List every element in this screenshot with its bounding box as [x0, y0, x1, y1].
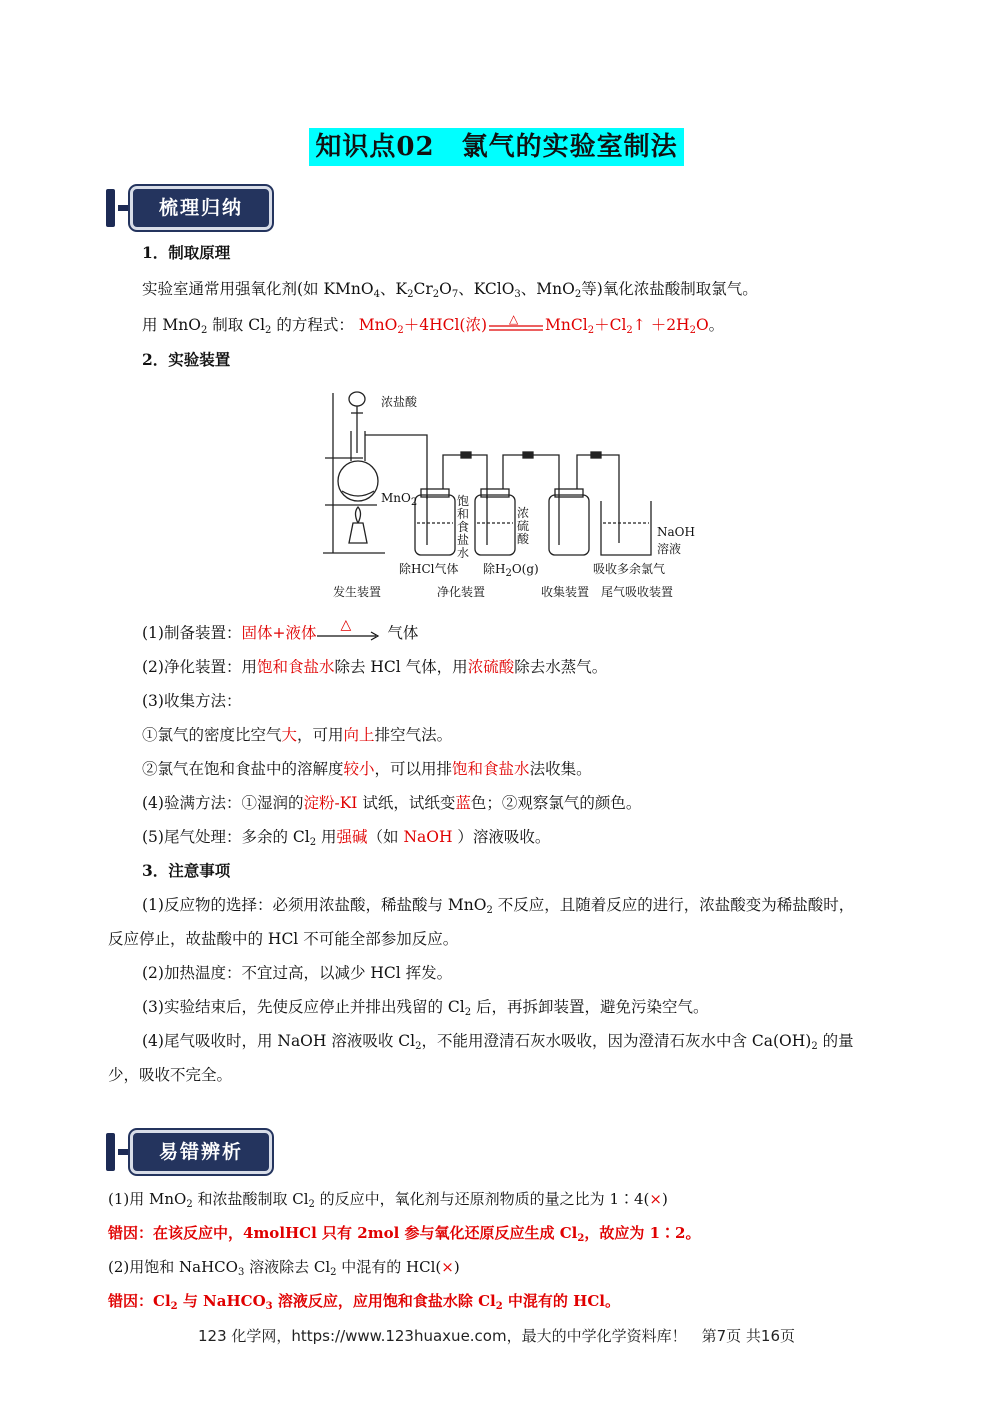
heading-notes: 3．注意事项	[142, 861, 231, 880]
section-title-summary: 梳理归纳	[130, 186, 272, 230]
mistake-2-reason: 错因：$Cl_2$ 与 NaHCO$_3$ 溶液反应，应用饱和食盐水除 $Cl_2$ 中混有的 HCl。	[108, 1292, 620, 1312]
heating-arrow: △	[316, 626, 382, 642]
label-remove-water: 除$H_2O(g)$	[483, 562, 539, 579]
section-header-mistakes	[106, 1130, 266, 1174]
label-naoh: NaOH	[657, 525, 695, 539]
label-concentrated-hcl: 浓盐酸	[381, 395, 418, 409]
caption-generation: 发生装置	[333, 585, 382, 599]
header-bar-decoration	[106, 1133, 115, 1171]
label-saturated-brine: 饱和食盐水	[457, 494, 470, 560]
note-3: (3)实验结束后，先使反应停止并排出残留的 $Cl_2$ 后，再拆卸装置，避免污染空气。	[142, 998, 709, 1018]
caption-purification: 净化装置	[437, 585, 486, 599]
reaction-equation: MnO$_2$＋4HCl(浓) △ $MnCl_2+Cl_2↑ +2H_2O$	[358, 312, 709, 336]
header-bar-decoration	[106, 189, 115, 227]
label-remove-hcl: 除HCl气体	[399, 562, 459, 576]
caption-collection: 收集装置	[541, 585, 590, 599]
item-collection-b: ②氯气在饱和食盐中的溶解度较小，可以用排饱和食盐水法收集。	[142, 760, 592, 778]
mistake-1-reason: 错因：在该反应中，4molHCl 只有 2mol 参与氧化还原反应生成 $Cl_2$，故应为 1∶2。	[108, 1224, 701, 1244]
label-absorb-chlorine: 吸收多余氯气	[593, 562, 666, 576]
note-2: (2)加热温度：不宜过高，以减少 HCl 挥发。	[142, 964, 453, 982]
caption-exhaust: 尾气吸收装置	[601, 585, 674, 599]
mistake-2: (2)用饱和 NaHCO$_3$ 溶液除去 $Cl_2$ 中混有的 HCl(×)	[108, 1258, 460, 1278]
title-wrap	[0, 128, 993, 166]
item-exhaust: (5)尾气处理：多余的 $Cl_2$ 用强碱（如 NaOH ）溶液吸收。	[142, 828, 551, 848]
label-mno2: MnO$_2$	[381, 491, 418, 508]
note-4: (4)尾气吸收时，用 NaOH 溶液吸收 $Cl_2$，不能用澄清石灰水吸收，因为澄清石灰水中含 $Ca(OH)_2$ 的量少，吸收不完全。	[108, 1032, 854, 1084]
label-solution: 溶液	[657, 542, 682, 556]
page-footer: 123 化学网，https://www.123huaxue.com，最大的中学化学资料库！ 第7页 共16页	[197, 1327, 795, 1345]
header-connector-decoration	[118, 205, 130, 211]
heading-apparatus: 2．实验装置	[142, 350, 231, 369]
section-header-summary	[106, 186, 266, 230]
apparatus-figure	[315, 383, 705, 603]
item-purification: (2)净化装置：用饱和食盐水除去 HCl 气体，用浓硫酸除去水蒸气。	[142, 658, 608, 676]
heading-principle: 1．制取原理	[142, 243, 231, 262]
page-title: 知识点02 氯气的实验室制法	[309, 128, 683, 166]
item-test-full: (4)验满方法：①湿润的淀粉-KI 试纸，试纸变蓝色；②观察氯气的颜色。	[142, 794, 642, 812]
section-title-mistakes: 易错辨析	[130, 1130, 272, 1174]
mistake-1: (1)用 MnO$_2$ 和浓盐酸制取 $Cl_2$ 的反应中，氧化剂与还原剂物质的量之比为 1∶4(×)	[108, 1190, 668, 1210]
item-preparation: (1)制备装置：固体+液体 △ 气体	[142, 617, 419, 642]
header-connector-decoration	[118, 1149, 130, 1155]
note-1: (1)反应物的选择：必须用浓盐酸，稀盐酸与 MnO$_2$ 不反应，且随着反应的进行，浓盐酸变为稀盐酸时，反应停止，故盐酸中的 HCl 不可能全部参加反应。	[108, 896, 855, 948]
label-conc-sulfuric-acid: 浓硫酸	[517, 506, 530, 546]
item-collection-a: ①氯气的密度比空气大，可用向上排空气法。	[142, 726, 453, 744]
principle-text: 实验室通常用强氧化剂(如 KMnO$_4$、$K_2Cr_2O_7$、KClO$_3$、MnO$_2$等)氧化浓盐酸制取氯气。	[142, 280, 758, 300]
equation-line: 用 MnO$_2$ 制取 $Cl_2$ 的方程式： MnO$_2$＋4HCl(浓) △ $MnCl_2+Cl_2↑ +2H_2O$。	[142, 312, 725, 336]
item-collection: (3)收集方法：	[142, 692, 242, 710]
heating-equals-sign: △	[509, 312, 519, 326]
